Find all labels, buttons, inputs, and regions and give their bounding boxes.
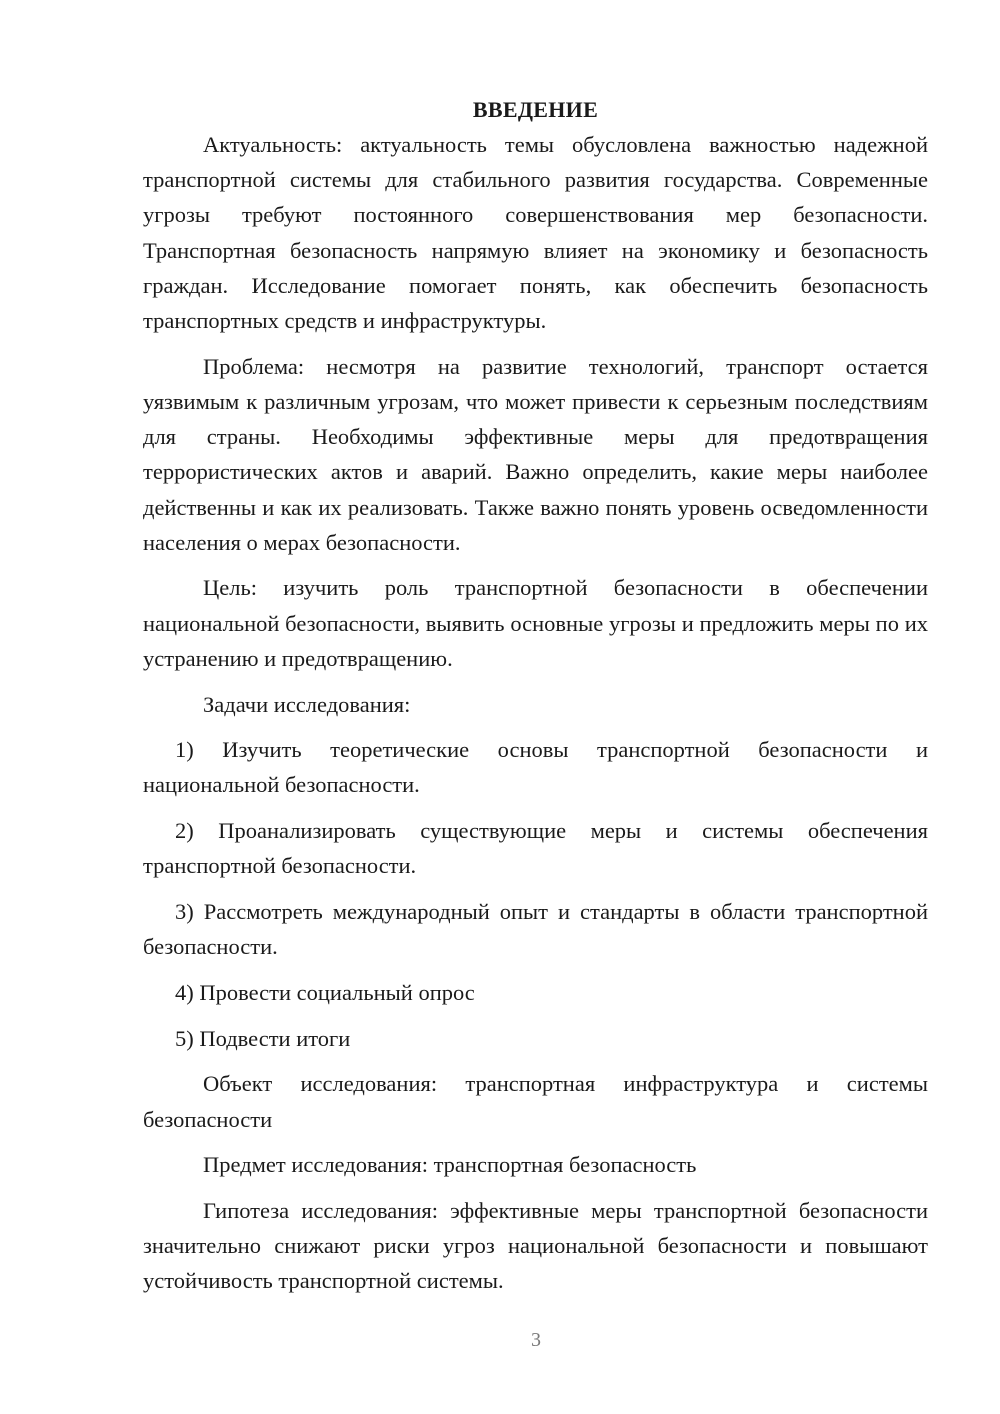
task-item-3: 3) Рассмотреть международный опыт и стандарты в области транспортной безопасности. bbox=[143, 899, 928, 960]
task-item-5: 5) Подвести итоги bbox=[175, 1025, 351, 1051]
tasks-heading: Задачи исследования: bbox=[203, 691, 411, 717]
object-paragraph: Объект исследования: транспортная инфраструктура и системы безопасности bbox=[143, 1071, 928, 1132]
problem-paragraph: Проблема: несмотря на развитие технологий, транспорт остается уязвимым к различным угрозам, что может привести к серьезным последствиям для страны. Необходимы эффективные меры для предотвращения террористических актов и аварий. Важно определить, какие меры наиболее действенны и как их реализовать. Также важно понять уровень осведомленности населения о мерах безопасности. bbox=[143, 353, 928, 555]
page-number: 3 bbox=[531, 1329, 541, 1351]
goal-paragraph: Цель: изучить роль транспортной безопасности в обеспечении национальной безопасности, выявить основные угрозы и предложить меры по их устранению и предотвращению. bbox=[143, 575, 928, 671]
hypothesis-paragraph: Гипотеза исследования: эффективные меры транспортной безопасности значительно снижают риски угроз национальной безопасности и повышают устойчивость транспортной системы. bbox=[143, 1197, 928, 1294]
subject-paragraph: Предмет исследования: транспортная безопасность bbox=[203, 1152, 697, 1178]
page-title: ВВЕДЕНИЕ bbox=[472, 97, 599, 122]
relevance-paragraph: Актуальность: актуальность темы обусловлена важностью надежной транспортной системы для стабильного развития государства. Современные угрозы требуют постоянного совершенствования мер безопасности. Транспортная безопасность напрямую влияет на экономику и безопасность граждан. Исследование помогает понять, как обеспечить безопасность транспортных средств и инфраструктуры. bbox=[143, 132, 928, 334]
task-item-4: 4) Провести социальный опрос bbox=[175, 979, 475, 1005]
task-item-2: 2) Проанализировать существующие меры и системы обеспечения транспортной безопасности. bbox=[143, 818, 928, 879]
document-page bbox=[143, 92, 928, 1299]
task-item-1: 1) Изучить теоретические основы транспортной безопасности и национальной безопасности. bbox=[143, 737, 928, 798]
